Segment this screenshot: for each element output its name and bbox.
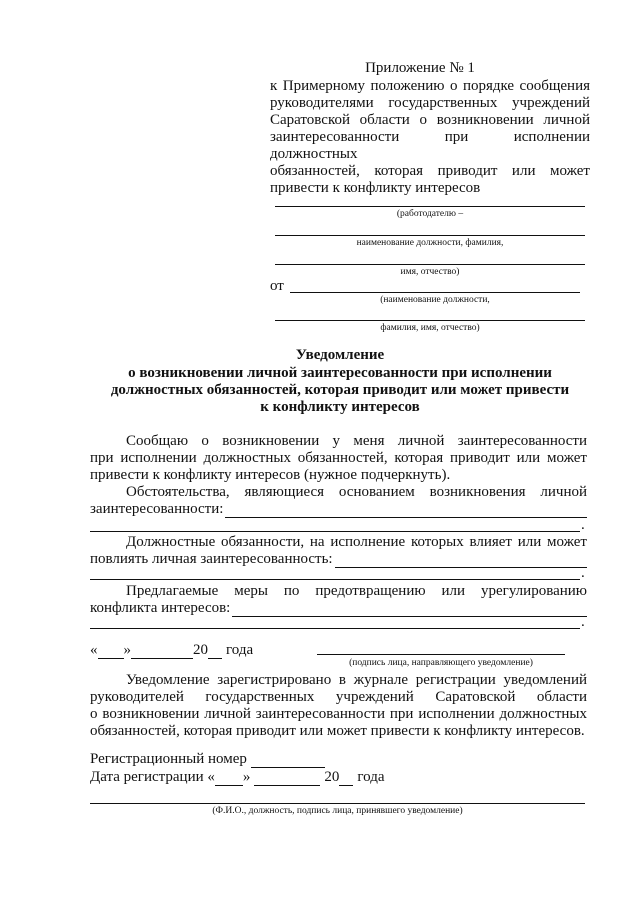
sender-line-2 xyxy=(275,320,585,321)
notice-subtitle-line: о возникновении личной заинтересованности при исполнении xyxy=(128,365,552,381)
text-line: привести к конфликту интересов (нужное подчеркнуть). xyxy=(90,467,451,483)
paragraph-statement xyxy=(90,433,587,484)
registration-year-word: года xyxy=(357,769,385,785)
registration-year-prefix: 20 xyxy=(324,769,340,785)
paragraph-circumstances xyxy=(90,484,587,518)
appendix-line: к Примерному положению о порядке сообщения xyxy=(270,78,590,94)
sender-line-1 xyxy=(290,292,580,293)
text-line: Уведомление зарегистрировано в журнале регистрации уведомлений xyxy=(126,672,587,688)
signature-caption: (подпись лица, направляющего уведомление) xyxy=(349,658,533,668)
year-prefix: 20 xyxy=(193,642,208,658)
appendix-line: обязанностей, которая приводит или может xyxy=(270,163,590,179)
text-line: Сообщаю о возникновении у меня личной заинтересованности xyxy=(126,433,587,449)
text-line: о возникновении личной заинтересованности при исполнении должностных xyxy=(90,706,587,722)
date-row xyxy=(90,642,253,659)
text-line: Обстоятельства, являющиеся основанием возникновения личной xyxy=(126,484,587,500)
year-word: года xyxy=(226,642,254,658)
notice-subtitle-line: к конфликту интересов xyxy=(260,399,420,415)
addressee-caption: имя, отчество) xyxy=(400,267,460,277)
addressee-line-2 xyxy=(275,235,585,236)
duties-row xyxy=(90,551,587,568)
appendix-line: заинтересованности при исполнении должностных xyxy=(270,129,590,162)
registration-date-label: Дата регистрации « xyxy=(90,769,215,785)
sender-caption: (наименование должности, xyxy=(380,295,490,305)
addressee-caption: (работодателю – xyxy=(396,209,464,219)
appendix-line: руководителями государственных учреждений xyxy=(270,95,590,111)
registration-day-field[interactable] xyxy=(215,773,243,786)
circumstances-label: заинтересованности: xyxy=(90,501,224,517)
text-line: обязанностей, которая приводит или может привести к конфликту интересов. xyxy=(90,723,585,739)
appendix-line: привести к конфликту интересов xyxy=(270,180,481,196)
registration-number-field[interactable] xyxy=(251,755,325,768)
receiver-signature-line[interactable] xyxy=(90,803,585,804)
registration-number-label: Регистрационный номер xyxy=(90,751,247,767)
date-close-quote: » xyxy=(123,642,131,658)
day-field[interactable] xyxy=(98,646,124,659)
year-field[interactable] xyxy=(208,646,222,659)
measures-label: конфликта интересов: xyxy=(90,600,231,616)
measures-row xyxy=(90,600,587,617)
registration-paragraph xyxy=(90,672,587,740)
period: . xyxy=(581,614,585,630)
measures-field[interactable] xyxy=(232,604,587,617)
registration-month-field[interactable] xyxy=(254,773,320,786)
appendix-title: Приложение № 1 xyxy=(365,60,475,76)
registration-date-close: » xyxy=(242,769,251,785)
sender-caption: фамилия, имя, отчество) xyxy=(380,323,480,333)
circumstances-field-line[interactable] xyxy=(90,531,580,532)
period: . xyxy=(581,565,585,581)
addressee-line-3 xyxy=(275,264,585,265)
addressee-caption: наименование должности, фамилия, xyxy=(356,238,504,248)
appendix-subtitle xyxy=(270,78,590,197)
date-open-quote: « xyxy=(90,642,98,658)
circumstances-row xyxy=(90,501,587,518)
notice-subtitle xyxy=(90,365,590,416)
duties-field[interactable] xyxy=(335,555,587,568)
signature-line[interactable] xyxy=(317,654,565,655)
month-field[interactable] xyxy=(131,646,193,659)
period: . xyxy=(581,517,585,533)
notice-title: Уведомление xyxy=(295,347,385,363)
paragraph-measures xyxy=(90,583,587,617)
text-line: Должностные обязанности, на исполнение которых влияет или может xyxy=(126,534,587,550)
text-line: Предлагаемые меры по предотвращению или урегулированию xyxy=(126,583,587,599)
registration-number-row xyxy=(90,751,325,768)
text-line: руководителей государственных учреждений Саратовской области xyxy=(90,689,587,705)
receiver-signature-caption: (Ф.И.О., должность, подпись лица, принявшего уведомление) xyxy=(212,806,463,816)
measures-field-line[interactable] xyxy=(90,628,580,629)
duties-field-line[interactable] xyxy=(90,579,580,580)
circumstances-field[interactable] xyxy=(225,505,587,518)
from-label: от xyxy=(270,278,284,294)
duties-label: повлиять личная заинтересованность: xyxy=(90,551,333,567)
registration-date-row xyxy=(90,769,385,786)
registration-year-field[interactable] xyxy=(339,773,353,786)
appendix-line: Саратовской области о возникновении личной xyxy=(270,112,590,128)
addressee-line-1 xyxy=(275,206,585,207)
paragraph-duties xyxy=(90,534,587,568)
text-line: при исполнении должностных обязанностей, которая приводит или может xyxy=(90,450,587,466)
notice-subtitle-line: должностных обязанностей, которая приводит или может привести xyxy=(110,382,570,398)
